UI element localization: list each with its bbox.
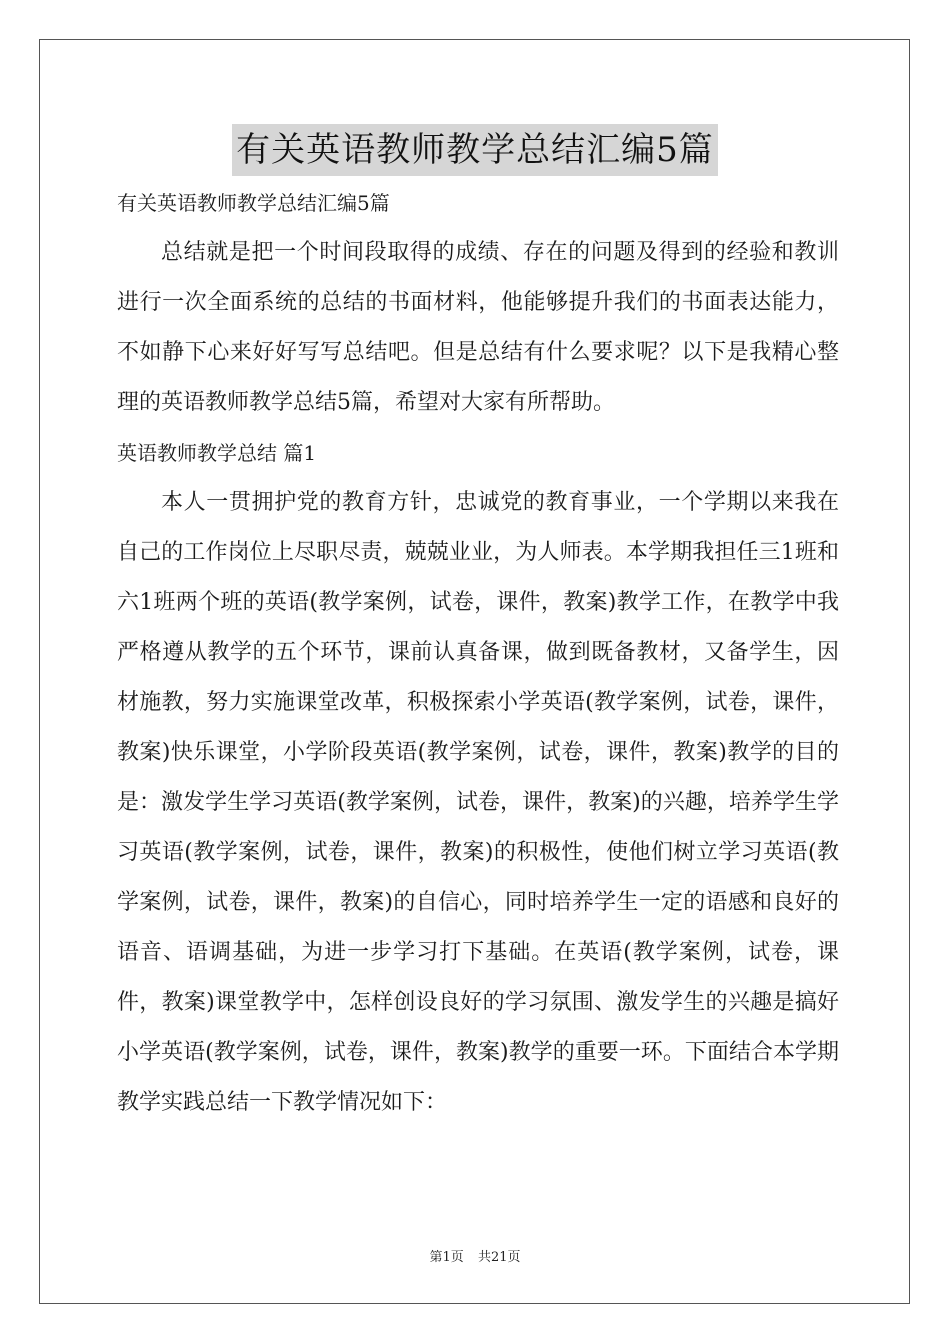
page-footer <box>0 1246 950 1265</box>
section-paragraph: 本人一贯拥护党的教育方针，忠诚党的教育事业，一个学期以来我在自己的工作岗位上尽职尽责，兢兢业业，为人师表。本学期我担任三1班和六1班两个班的英语(教学案例，试卷，课件，教案)教学工作，在教学中我严格遵从教学的五个环节，课前认真备课，做到既备教材，又备学生，因材施教，努力实施课堂改革，积极探索小学英语(教学案例，试卷，课件，教案)快乐课堂，小学阶段英语(教学案例，试卷，课件，教案)教学的目的是：激发学生学习英语(教学案例，试卷，课件，教案)的兴趣，培养学生学习英语(教学案例，试卷，课件，教案)的积极性，使他们树立学习英语(教学案例，试卷，课件，教案)的自信心，同时培养学生一定的语感和良好的语音、语调基础，为进一步学习打下基础。在英语(教学案例，试卷，课件，教案)课堂教学中，怎样创设良好的学习氛围、激发学生的兴趣是搞好小学英语(教学案例，试卷，课件，教案)教学的重要一环。下面结合本学期教学实践总结一下教学情况如下： <box>117 490 839 1115</box>
document-body <box>117 178 839 1128</box>
document-subtitle: 有关英语教师教学总结汇编5篇 <box>117 191 390 215</box>
page-number: 第1页 <box>429 1250 464 1265</box>
page-total: 共21页 <box>477 1250 521 1265</box>
document-title: 有关英语教师教学总结汇编5篇 <box>232 124 718 176</box>
title-container <box>0 124 950 176</box>
section-heading: 英语教师教学总结 篇1 <box>117 441 317 465</box>
intro-paragraph: 总结就是把一个时间段取得的成绩、存在的问题及得到的经验和教训进行一次全面系统的总结的书面材料，他能够提升我们的书面表达能力，不如静下心来好好写写总结吧。但是总结有什么要求呢？以下是我精心整理的英语教师教学总结5篇，希望对大家有所帮助。 <box>117 240 839 415</box>
